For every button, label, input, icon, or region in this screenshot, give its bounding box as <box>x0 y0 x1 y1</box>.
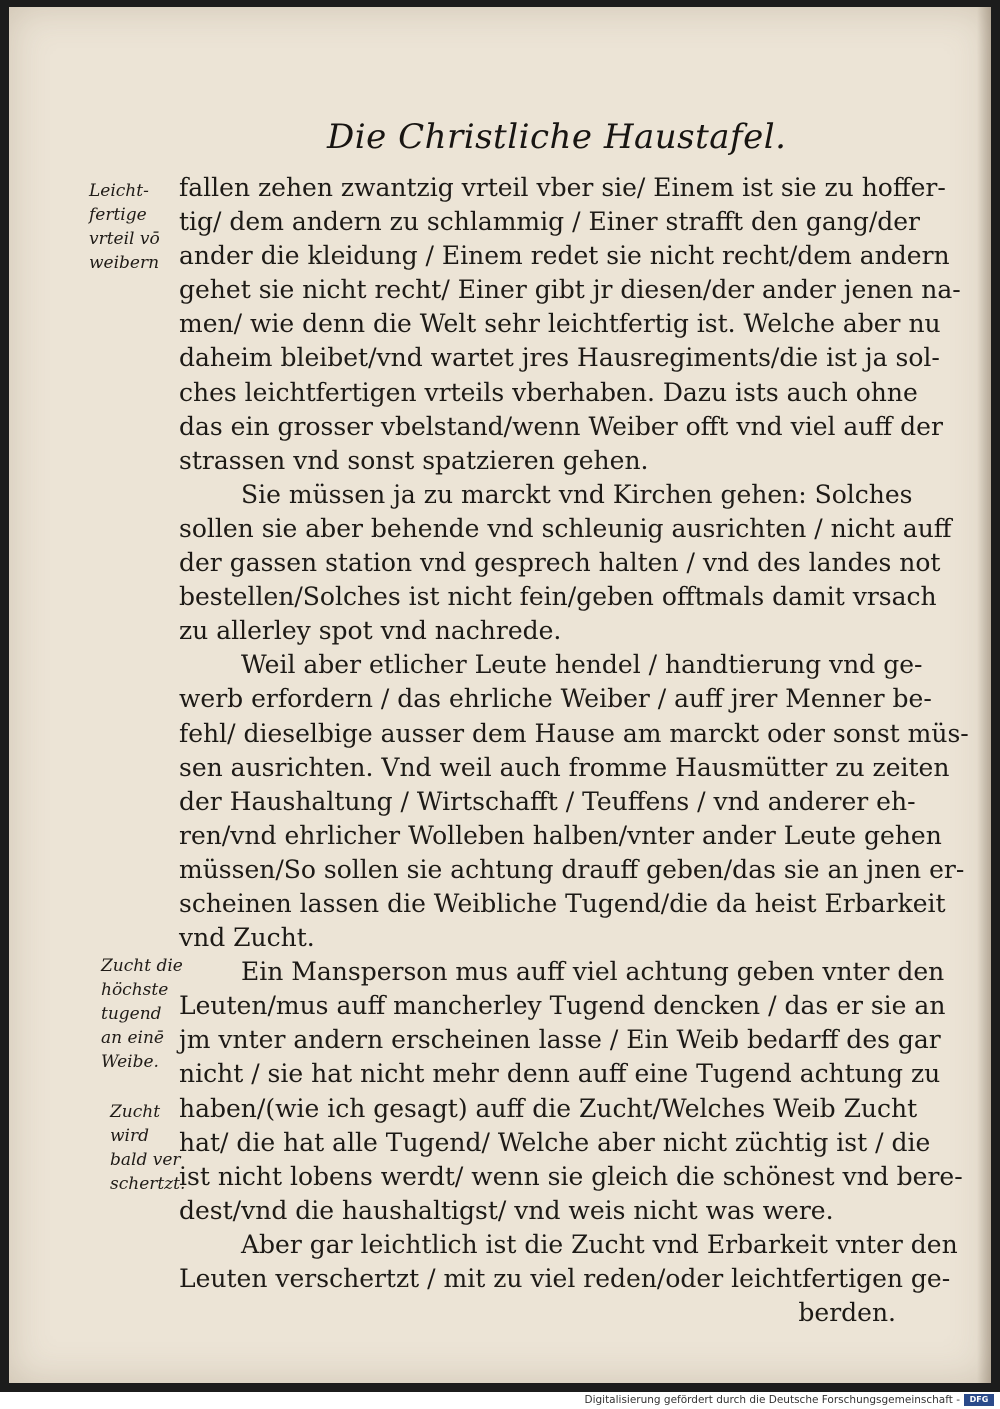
running-head: Die Christliche Haustafel. <box>327 117 787 157</box>
text-line: ander die kleidung / Einem redet sie nicht recht/dem andern <box>179 241 950 271</box>
text-line: gehet sie nicht recht/ Einer gibt jr diesen/der ander jenen na- <box>179 275 961 305</box>
margin-note-line: bald ver <box>110 1150 181 1170</box>
text-line: das ein grosser vbelstand/wenn Weiber offt vnd viel auff der <box>179 411 943 441</box>
margin-note-line: Zucht die <box>101 956 183 976</box>
text-line: werb erfordern / das ehrliche Weiber / auff jrer Menner be- <box>179 684 932 714</box>
text-line: nicht / sie hat nicht mehr denn auff eine Tugend achtung zu <box>179 1059 941 1089</box>
text-line: scheinen lassen die Weibliche Tugend/die da heist Erbarkeit <box>179 888 946 918</box>
text-line: vnd Zucht. <box>179 923 315 953</box>
text-line: fehl/ dieselbige ausser dem Hause am marckt oder sonst müs- <box>179 718 969 748</box>
text-line: Sie müssen ja zu marckt vnd Kirchen gehen: Solches <box>241 479 913 509</box>
text-line: strassen vnd sonst spatzieren gehen. <box>179 445 649 475</box>
text-line: ist nicht lobens werdt/ wenn sie gleich die schönest vnd bere- <box>179 1161 963 1191</box>
text-line: hat/ die hat alle Tugend/ Welche aber nicht züchtig ist / die <box>179 1127 931 1157</box>
text-line: bestellen/Solches ist nicht fein/geben offtmals damit vrsach <box>179 582 937 612</box>
margin-note-line: fertige <box>89 205 147 225</box>
text-line: Aber gar leichtlich ist die Zucht vnd Erbarkeit vnter den <box>241 1229 958 1259</box>
margin-note-line: an einē <box>101 1028 164 1048</box>
margin-note-line: wird <box>110 1126 149 1146</box>
text-line: ren/vnd ehrlicher Wolleben halben/vnter ander Leute gehen <box>179 820 942 850</box>
text-line: der gassen station vnd gesprech halten / vnd des landes not <box>179 548 941 578</box>
text-line: jm vnter andern erscheinen lasse / Ein Weib bedarff des gar <box>179 1025 941 1055</box>
text-line: sollen sie aber behende vnd schleunig ausrichten / nicht auff <box>179 513 952 543</box>
book-page <box>9 7 991 1383</box>
text-line: müssen/So sollen sie achtung drauff geben/das sie an jnen er- <box>179 854 965 884</box>
margin-note-2 <box>101 954 187 1074</box>
text-line: tig/ dem andern zu schlammig / Einer strafft den gang/der <box>179 207 921 237</box>
body-text <box>179 171 969 1330</box>
margin-note-line: schertzt. <box>110 1174 186 1194</box>
text-line: Leuten verschertzt / mit zu viel reden/oder leichtfertigen ge- <box>179 1264 951 1293</box>
margin-note-line: Zucht <box>110 1102 161 1122</box>
text-line: men/ wie denn die Welt sehr leichtfertig ist. Welche aber nu <box>179 309 941 339</box>
funding-credit: Digitalisierung gefördert durch die Deutsche Forschungsgemeinschaft - <box>584 1394 960 1406</box>
margin-note-line: höchste <box>101 980 169 1000</box>
text-line: fallen zehen zwantzig vrteil vber sie/ Einem ist sie zu hoffer- <box>179 173 946 202</box>
margin-note-line: tugend <box>101 1004 162 1024</box>
text-line: sen ausrichten. Vnd weil auch fromme Hausmütter zu zeiten <box>179 752 950 782</box>
text-line: Ein Mansperson mus auff viel achtung geben vnter den <box>241 957 945 987</box>
dfg-logo: DFG <box>964 1394 994 1406</box>
page-edge-shadow <box>977 7 991 1383</box>
footer-bar <box>0 1392 1000 1409</box>
text-line: dest/vnd die haushaltigst/ vnd weis nicht was were. <box>179 1195 834 1225</box>
text-line: berden. <box>798 1298 896 1328</box>
text-line: ches leichtfertigen vrteils vberhaben. Dazu ists auch ohne <box>179 377 918 407</box>
text-line: haben/(wie ich gesagt) auff die Zucht/Welches Weib Zucht <box>179 1093 918 1123</box>
margin-note-line: Weibe. <box>101 1052 159 1072</box>
margin-note-line: Leicht- <box>89 181 149 201</box>
text-line: Leuten/mus auff mancherley Tugend dencken / das er sie an <box>179 991 946 1021</box>
margin-note-line: vrteil vō <box>89 229 160 249</box>
margin-note-line: weibern <box>89 253 160 273</box>
text-line: zu allerley spot vnd nachrede. <box>179 616 562 646</box>
text-line: der Haushaltung / Wirtschafft / Teuffens / vnd anderer eh- <box>179 786 916 816</box>
text-line: daheim bleibet/vnd wartet jres Hausregiments/die ist ja sol- <box>179 343 940 373</box>
text-line: Weil aber etlicher Leute hendel / handtierung vnd ge- <box>241 650 923 680</box>
margin-note-1 <box>89 179 175 275</box>
